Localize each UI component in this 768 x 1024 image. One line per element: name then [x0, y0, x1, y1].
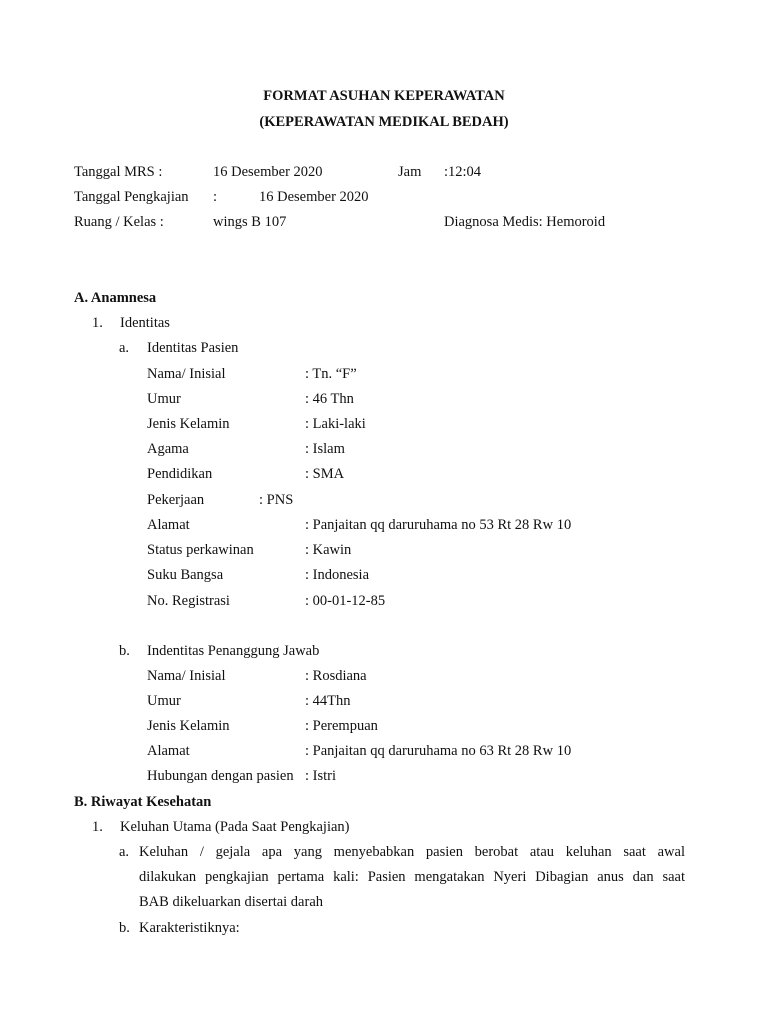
penanggung-field-value: : Panjaitan qq daruruhama no 63 Rt 28 Rw 10: [305, 743, 572, 759]
penanggung-field-label: Alamat: [147, 743, 190, 759]
tanggal-mrs-label: Tanggal MRS :: [74, 164, 163, 180]
section-a-item1-number: 1.: [92, 315, 103, 331]
section-b-sub-b-letter: b.: [119, 920, 130, 936]
document-subtitle: (KEPERAWATAN MEDIKAL BEDAH): [259, 114, 509, 130]
section-a-sub-a-label: Identitas Pasien: [147, 340, 239, 356]
ruang-kelas-label: Ruang / Kelas :: [74, 214, 164, 230]
tanggal-pengkajian-label: Tanggal Pengkajian: [74, 189, 189, 205]
pasien-field-label: Pekerjaan: [147, 492, 205, 508]
section-b-sub-a-letter: a.: [119, 844, 130, 860]
pasien-field-value: : Laki-laki: [305, 416, 366, 432]
section-a-item1-label: Identitas: [120, 315, 170, 331]
section-b-sub-b-label: Karakteristiknya:: [139, 920, 240, 936]
ruang-kelas-value: wings B 107: [213, 214, 287, 230]
penanggung-field-value: : 44Thn: [305, 693, 351, 709]
section-a-sub-b-letter: b.: [119, 643, 130, 659]
pasien-field-label: Jenis Kelamin: [147, 416, 230, 432]
tanggal-pengkajian-colon: :: [213, 189, 218, 205]
section-b-item1-label: Keluhan Utama (Pada Saat Pengkajian): [120, 819, 350, 835]
tanggal-pengkajian-value: 16 Desember 2020: [259, 189, 369, 205]
pasien-field-label: No. Registrasi: [147, 593, 230, 609]
penanggung-field-label: Umur: [147, 693, 181, 709]
pasien-field-value: : Indonesia: [305, 567, 370, 583]
pasien-field-label: Umur: [147, 391, 181, 407]
pasien-field-value: : SMA: [305, 466, 345, 482]
tanggal-mrs-value: 16 Desember 2020: [213, 164, 323, 180]
pasien-field-value: : 00-01-12-85: [305, 593, 386, 609]
keluhan-paragraph-line: dilakukan pengkajian pertama kali: Pasien mengatakan Nyeri Dibagian anus dan saat: [139, 869, 685, 885]
pasien-field-value: : Kawin: [305, 542, 352, 558]
pasien-field-value: : Islam: [305, 441, 345, 457]
pasien-field-label: Alamat: [147, 517, 190, 533]
jam-value: :12:04: [444, 164, 482, 180]
section-b-item1-number: 1.: [92, 819, 103, 835]
section-b-heading: B. Riwayat Kesehatan: [74, 794, 212, 810]
pasien-field-value: : PNS: [259, 492, 294, 508]
pasien-field-label: Nama/ Inisial: [147, 366, 226, 382]
penanggung-field-value: : Rosdiana: [305, 668, 367, 684]
section-a-heading: A. Anamnesa: [74, 290, 157, 306]
penanggung-field-label: Hubungan dengan pasien: [147, 768, 294, 784]
keluhan-paragraph-line: BAB dikeluarkan disertai darah: [139, 894, 324, 910]
keluhan-paragraph-line: Keluhan / gejala apa yang menyebabkan pasien berobat atau keluhan saat awal: [139, 844, 685, 860]
penanggung-field-label: Jenis Kelamin: [147, 718, 230, 734]
document-title: FORMAT ASUHAN KEPERAWATAN: [263, 88, 505, 104]
pasien-field-label: Status perkawinan: [147, 542, 254, 558]
penanggung-field-value: : Istri: [305, 768, 337, 784]
pasien-field-value: : Tn. “F”: [305, 366, 357, 382]
penanggung-field-value: : Perempuan: [305, 718, 378, 734]
penanggung-field-label: Nama/ Inisial: [147, 668, 226, 684]
jam-label: Jam: [398, 164, 422, 180]
pasien-field-label: Suku Bangsa: [147, 567, 224, 583]
pasien-field-label: Pendidikan: [147, 466, 213, 482]
pasien-field-value: : 46 Thn: [305, 391, 354, 407]
pasien-field-label: Agama: [147, 441, 189, 457]
pasien-field-value: : Panjaitan qq daruruhama no 53 Rt 28 Rw 10: [305, 517, 572, 533]
diagnosa-medis: Diagnosa Medis: Hemoroid: [444, 214, 606, 230]
section-a-sub-a-letter: a.: [119, 340, 130, 356]
section-a-sub-b-label: Indentitas Penanggung Jawab: [147, 643, 320, 659]
